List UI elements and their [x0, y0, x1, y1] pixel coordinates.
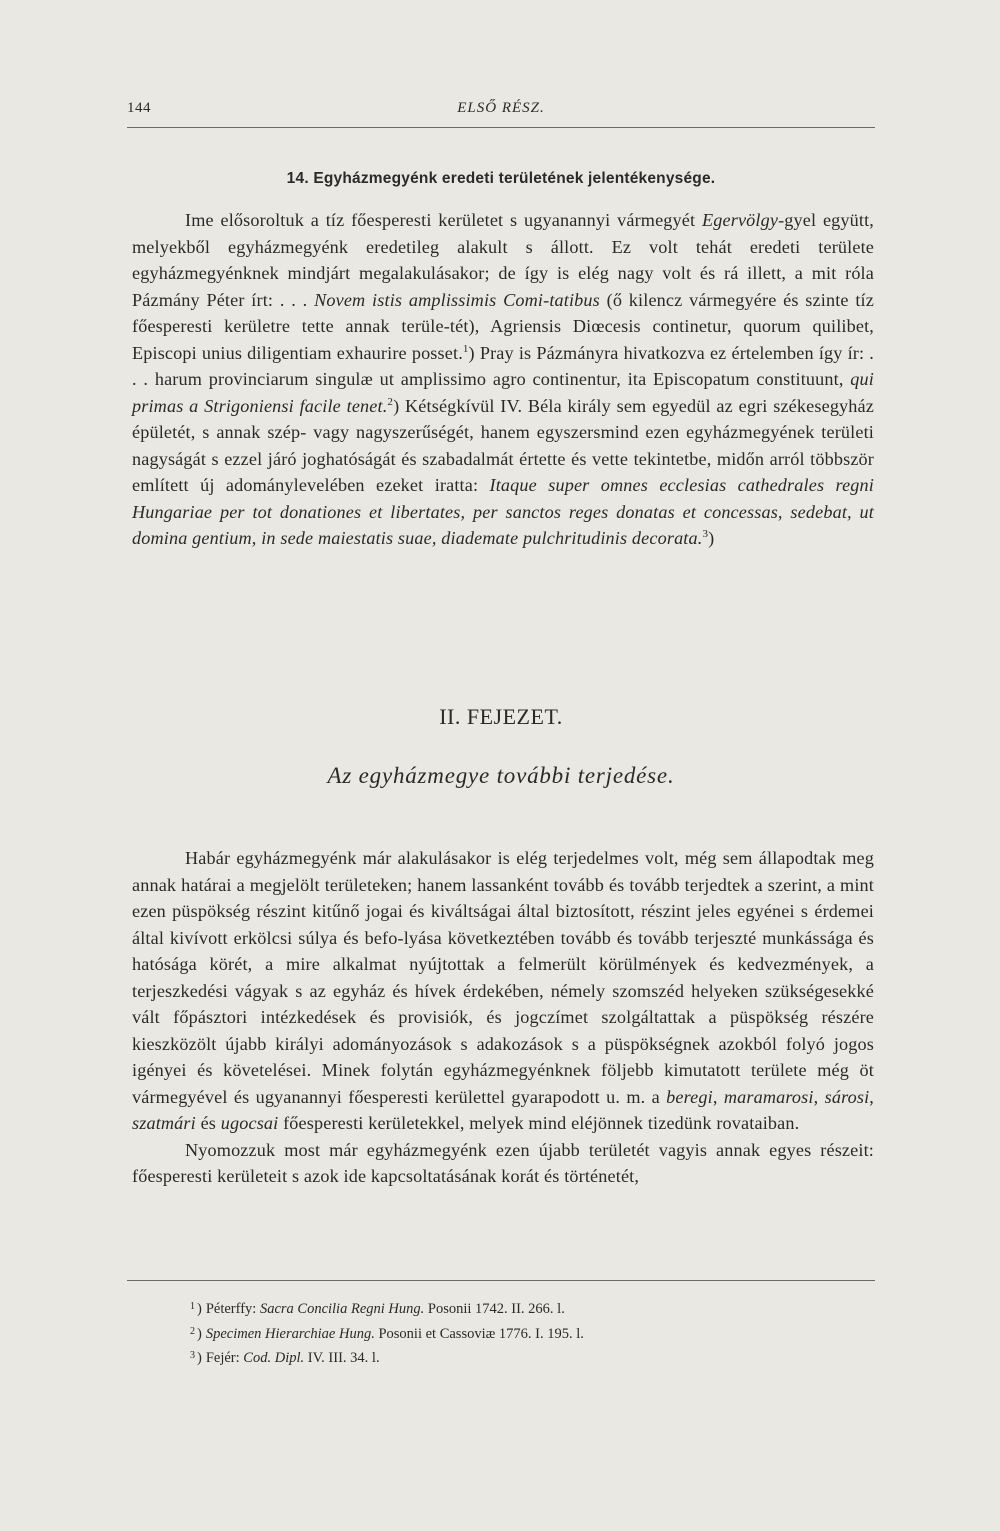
footnote-ref-1: 1 — [462, 342, 469, 355]
p2-italic-sarosi: sárosi — [824, 1086, 870, 1107]
text-block-1 — [132, 207, 874, 552]
footnote-paren: ) — [197, 1325, 202, 1342]
footnote-mark: 3 — [190, 1350, 195, 1361]
footnote-rest: Posonii et Cassoviæ 1776. I. 195. l. — [374, 1325, 584, 1342]
footnote-author: Péterffy: — [205, 1301, 260, 1317]
p2-sep-3: , — [869, 1086, 874, 1107]
footnote-mark: 2 — [190, 1325, 195, 1337]
p1-text-2: gyel együtt, melyekből egyházmegyénk eredetileg alakult s állott. Ez volt tehát eredeti területe egyházmegyénknek mindjárt megalakulásakor; de így is elég nagy volt és rá illett, a mit róla Pázmány Péter írt: . . . — [132, 210, 875, 310]
page-number: 144 — [127, 100, 151, 116]
p1-italic-2: Novem istis amplissimis Comi-tatibus — [314, 289, 600, 310]
footnote-title: Cod. Dipl. — [243, 1350, 305, 1366]
footnote-title: Specimen Hierarchiae Hung. — [205, 1325, 375, 1342]
text-block-2 — [132, 845, 874, 1190]
p1-italic-4: Itaque super omnes ecclesias cathedrales regni Hungariae per tot donationes et libertates, per sanctos reges donatas et concessas, sedebat, ut domina gentium, in sede maiestatis suae, diademate pulchritudinis decorata. — [132, 475, 874, 548]
p2-italic-ugocsai: ugocsai — [220, 1113, 279, 1133]
footnote-rest: Posonii 1742. II. 266. l. — [424, 1301, 565, 1317]
page-header — [127, 100, 875, 124]
footnote-2 — [190, 1321, 840, 1346]
header-rule — [127, 127, 875, 128]
p1-text-3: (ő kilencz vármegyére és szinte tíz főesperesti kerületre tette annak terüle-tét), Agriensis Diœcesis continetur, quorum quilibet, Episcopi unius diligentiam exhaurire posset. — [132, 289, 874, 363]
footnote-3 — [190, 1345, 840, 1370]
footnote-paren: ) — [197, 1350, 202, 1366]
p1-italic-1: Egervölgy- — [701, 210, 785, 230]
p2-italic-szatmari: szatmári — [132, 1113, 196, 1133]
p2-sep-2: , — [813, 1086, 825, 1107]
footnote-mark: 1 — [190, 1301, 195, 1312]
paragraph-1 — [132, 207, 874, 552]
paragraph-2 — [132, 845, 874, 1137]
footnote-paren: ) — [197, 1301, 202, 1317]
p1-text-4: ) Pray is Pázmányra hivatkozva ez értelemben így ír: . . . harum provinciarum singulæ ut amplissimo agro continentur, ita Episcopatum constituunt, — [132, 342, 874, 389]
footnote-author: Fejér: — [205, 1350, 244, 1366]
footnote-1 — [190, 1296, 840, 1321]
footnote-title: Sacra Concilia Regni Hung. — [259, 1301, 425, 1317]
p2-italic-maramarosi: maramarosi — [723, 1086, 814, 1107]
p1-italic-3: qui primas a Strigoniensi facile tenet. — [132, 369, 874, 416]
p2-sep-1: , — [712, 1086, 724, 1107]
chapter-subtitle: Az egyházmegye további terjedése. — [327, 763, 675, 788]
p1-text-5: ) Kétségkívül IV. Béla király sem egyedül az egri székesegyház épületét, s annak szép- vagy nagyszerűségét, hanem egyszersmind ezen egyházmegyének területi nagyságát s ezzel járó joghatóságát és szabadalmát értette és vette tekintetbe, midőn arról többször említett új adománylevelében ezeket iratta: — [132, 395, 874, 495]
p1-text-6: ) — [708, 528, 715, 548]
p2-text-1: Habár egyházmegyénk már alakulásakor is elég terjedelmes volt, még sem állapodtak meg annak határai a megjelölt területeken; hanem lassanként tovább és tovább terjedtek a szerint, a mint ezen püspökség részint kitűnő jogai és kiváltságai által biztosított, részint jeles egyénei s érdemei által kivívott erkölcsi súlya és befo-lyása következtében tovább és tovább terjeszté munkássága és hatósága körét, a mire alkalmat nyújtottak a felmerült körülmények és kedvezmények, a terjeszkedési vágyak s az egyház és hívek érdekében, némely szomszéd helyeken szükségesekké vált főpásztori intézkedések és provisiók, és jogczímet szolgáltattak a püspökség részére kieszközölt újabb királyi adományozások s adakozások s a püspökségnek azokból folyó jogos igényei és követelései. Minek folytán egyházmegyénknek följebb kimutatott területe még öt vármegyével és ugyanannyi főesperesti kerülettel gyarapodott u. m. a — [132, 848, 874, 1107]
p2-italic-beregi: beregi — [666, 1086, 713, 1107]
section-title: 14. Egyházmegyénk eredeti területének jelentékenysége. — [286, 170, 716, 187]
chapter-heading: II. FEJEZET. — [439, 704, 563, 729]
p1-text-1: Ime elősoroltuk a tíz főesperesti kerületet s ugyanannyi vármegyét — [185, 210, 702, 230]
footnote-ref-2: 2 — [387, 395, 394, 408]
paragraph-3: Nyomozzuk most már egyházmegyénk ezen újabb területét vagyis annak egyes részeit: főesperesti kerületeit s azok ide kapcsoltatásának korát és történetét, — [132, 1139, 874, 1186]
footnote-rule — [127, 1280, 875, 1281]
p2-text-2: főesperesti kerületekkel, melyek mind eléjönnek tizedünk rovataiban. — [278, 1113, 800, 1133]
footnotes — [190, 1296, 840, 1370]
footnote-ref-3: 3 — [702, 527, 709, 540]
p2-sep-4: és — [195, 1113, 221, 1133]
footnote-rest: IV. III. 34. l. — [304, 1350, 380, 1366]
running-head: ELSŐ RÉSZ. — [457, 100, 545, 116]
